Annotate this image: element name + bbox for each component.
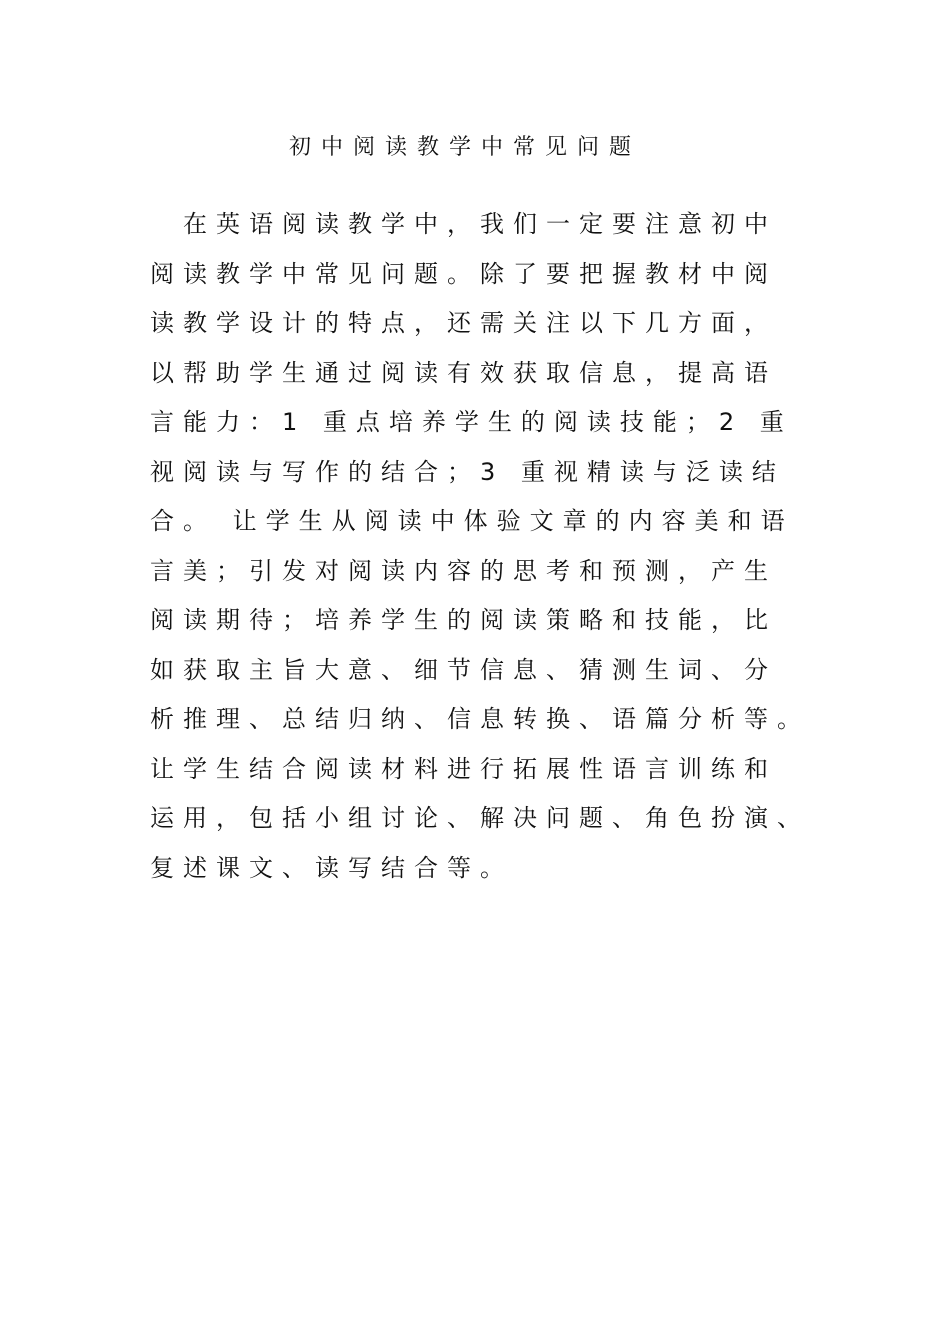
body-line: 让学生结合阅读材料进行拓展性语言训练和 bbox=[150, 754, 777, 783]
body-line: 析推理、总结归纳、信息转换、语篇分析等。 bbox=[150, 705, 810, 733]
body-line: 如获取主旨大意、细节信息、猜测生词、分 bbox=[150, 655, 777, 684]
body-line: 运用，包括小组讨论、解决问题、角色扮演、 bbox=[150, 804, 810, 832]
body-line: 读教学设计的特点，还需关注以下几方面， bbox=[150, 309, 777, 337]
body-line: 以帮助学生通过阅读有效获取信息，提高语 bbox=[150, 358, 777, 387]
document-body bbox=[150, 200, 850, 893]
body-line: 言美；引发对阅读内容的思考和预测，产生 bbox=[150, 556, 777, 585]
document-title: 初中阅读教学中常见问题 bbox=[288, 135, 641, 160]
body-line: 在英语阅读教学中，我们一定要注意初中 bbox=[150, 210, 777, 238]
body-line: 阅读期待；培养学生的阅读策略和技能，比 bbox=[150, 606, 777, 634]
body-line: 视阅读与写作的结合；3 重视精读与泛读结 bbox=[150, 457, 785, 486]
body-line: 阅读教学中常见问题。除了要把握教材中阅 bbox=[150, 259, 777, 288]
body-line: 复述课文、读写结合等。 bbox=[150, 853, 513, 882]
body-line: 合。 让学生从阅读中体验文章的内容美和语 bbox=[150, 507, 794, 535]
body-line: 言能力：1 重点培养学生的阅读技能；2 重 bbox=[150, 408, 793, 436]
